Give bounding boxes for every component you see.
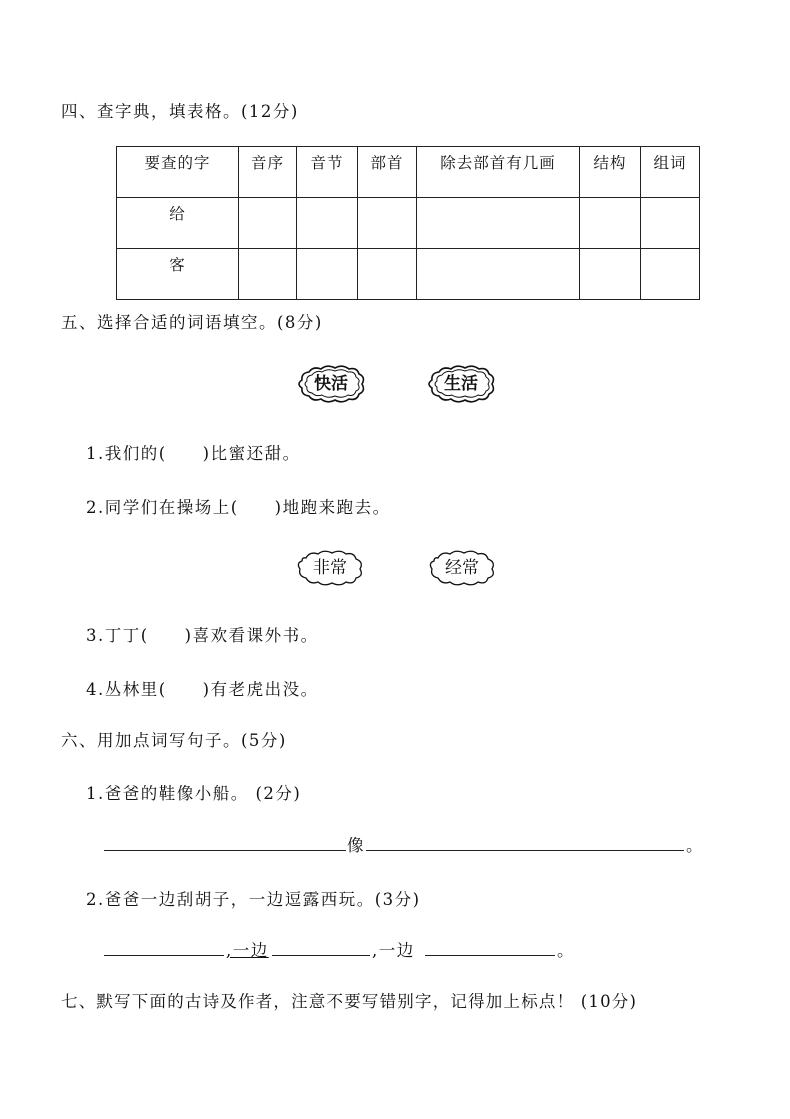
answer-line[interactable]	[104, 850, 346, 851]
char-cell: 给	[117, 198, 239, 249]
word-cloud-shenghuo	[425, 364, 497, 404]
period: 。	[686, 836, 704, 855]
answer-cell[interactable]	[358, 198, 417, 249]
question-6-1: 1.爸爸的鞋像小船。 (2分)	[86, 784, 302, 803]
word-option: 生活	[444, 374, 478, 394]
answer-cell[interactable]	[239, 249, 297, 300]
answer-cell[interactable]	[417, 198, 580, 249]
answer-cell[interactable]	[297, 198, 358, 249]
table-row	[117, 249, 700, 300]
answer-line[interactable]	[104, 955, 224, 956]
question-6-2: 2.爸爸一边刮胡子，一边逗露西玩。(3分)	[86, 890, 421, 909]
char-cell: 客	[117, 249, 239, 300]
answer-cell[interactable]	[358, 249, 417, 300]
section5-title: 五、选择合适的词语填空。(8分)	[61, 313, 323, 332]
question-5-2: 2.同学们在操场上( )地跑来跑去。	[86, 498, 391, 517]
question-5-4: 4.丛林里( )有老虎出没。	[86, 680, 319, 699]
header-cell: 组词	[641, 147, 700, 198]
word-option: 快活	[314, 374, 348, 394]
header-cell: 结构	[580, 147, 641, 198]
word-cloud-jingchang	[426, 548, 498, 588]
word-option: 非常	[313, 558, 347, 578]
keyword-xiang: 像	[347, 836, 365, 855]
answer-line[interactable]	[272, 955, 370, 956]
word-cloud-feichang	[294, 548, 366, 588]
header-cell: 音节	[297, 147, 358, 198]
answer-cell[interactable]	[580, 198, 641, 249]
dictionary-table	[116, 146, 700, 300]
answer-line[interactable]	[425, 955, 555, 956]
answer-cell[interactable]	[580, 249, 641, 300]
section6-title: 六、用加点词写句子。(5分)	[61, 731, 287, 750]
period: 。	[557, 941, 575, 960]
question-5-1: 1.我们的( )比蜜还甜。	[86, 444, 301, 463]
answer-cell[interactable]	[641, 198, 700, 249]
header-cell: 要查的字	[117, 147, 239, 198]
table-header-row	[117, 147, 700, 198]
word-cloud-kuaihuo	[295, 364, 367, 404]
section7-title: 七、默写下面的古诗及作者，注意不要写错别字，记得加上标点！ (10分)	[61, 992, 638, 1011]
answer-cell[interactable]	[641, 249, 700, 300]
answer-line[interactable]	[366, 850, 684, 851]
header-cell: 音序	[239, 147, 297, 198]
question-5-3: 3.丁丁( )喜欢看课外书。	[86, 626, 319, 645]
answer-cell[interactable]	[239, 198, 297, 249]
answer-cell[interactable]	[417, 249, 580, 300]
table-row	[117, 198, 700, 249]
header-cell: 除去部首有几画	[417, 147, 580, 198]
header-cell: 部首	[358, 147, 417, 198]
answer-cell[interactable]	[297, 249, 358, 300]
keyword-yibian: ,一边	[226, 941, 269, 960]
section4-title: 四、查字典，填表格。(12分)	[61, 102, 299, 121]
keyword-yibian: ,一边	[372, 941, 415, 960]
word-option: 经常	[445, 558, 479, 578]
